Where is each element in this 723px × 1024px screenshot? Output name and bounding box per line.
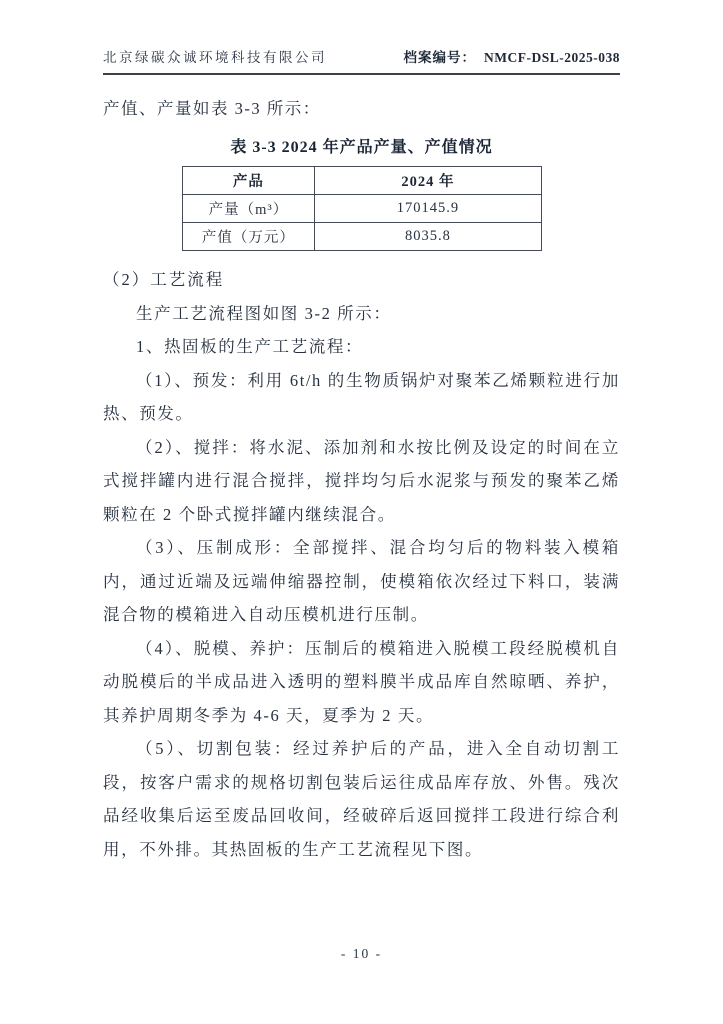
body-text <box>103 263 620 866</box>
cell-value-value: 8035.8 <box>315 223 541 251</box>
cell-output-label: 产量（m³） <box>182 195 315 223</box>
table-header-product: 产品 <box>182 167 315 195</box>
section-heading: （2）工艺流程 <box>103 270 225 289</box>
cell-output-value: 170145.9 <box>315 195 541 223</box>
archive-label: 档案编号： <box>403 50 476 65</box>
flowchart-reference-line: 生产工艺流程图如图 3-2 所示： <box>136 303 392 323</box>
paragraph-pressing: （3）、压制成形：全部搅拌、混合均匀后的物料装入模箱内，通过近端及远端伸缩器控制，使模箱依次经过下料口，装满混合物的模箱进入自动压模机进行压制。 <box>103 538 620 624</box>
paragraph-prefoam: （1）、预发：利用 6t/h 的生物质锅炉对聚苯乙烯颗粒进行加热、预发。 <box>103 370 620 423</box>
product-output-table <box>182 166 542 251</box>
intro-text: 产值、产量如表 3-3 所示： <box>103 99 321 118</box>
archive-number-block <box>404 46 621 66</box>
process-title-line: 1、热固板的生产工艺流程： <box>136 337 364 356</box>
company-name: 北京绿碳众诚环境科技有限公司 <box>103 50 327 65</box>
table-row-value <box>182 223 541 251</box>
paragraph-mixing: （2）、搅拌：将水泥、添加剂和水按比例及设定的时间在立式搅拌罐内进行混合搅拌，搅拌均匀后水泥浆与预发的聚苯乙烯颗粒在 2 个卧式搅拌罐内继续混合。 <box>103 437 620 524</box>
cell-value-label: 产值（万元） <box>182 223 315 251</box>
archive-number: NMCF-DSL-2025-038 <box>484 50 620 65</box>
paragraph-cutting: （5）、切割包装：经过养护后的产品，进入全自动切割工段，按客户需求的规格切割包装后运往成品库存放、外售。残次品经收集后运至废品回收间，经破碎后返回搅拌工段进行综合利用，不外排。其热固板的生产工艺流程见下图。 <box>103 739 620 859</box>
page-header <box>103 46 620 75</box>
page-number: - 10 - <box>340 946 383 961</box>
table-row-output <box>182 195 541 223</box>
table-header-year: 2024 年 <box>315 167 541 195</box>
paragraph-demolding: （4）、脱模、养护：压制后的模箱进入脱模工段经脱模机自动脱模后的半成品进入透明的塑料膜半成品库自然晾晒、养护，其养护周期冬季为 4-6 天，夏季为 2 天。 <box>103 638 620 725</box>
table-caption: 表 3-3 2024 年产品产量、产值情况 <box>230 139 493 156</box>
table-header-row <box>182 167 541 195</box>
